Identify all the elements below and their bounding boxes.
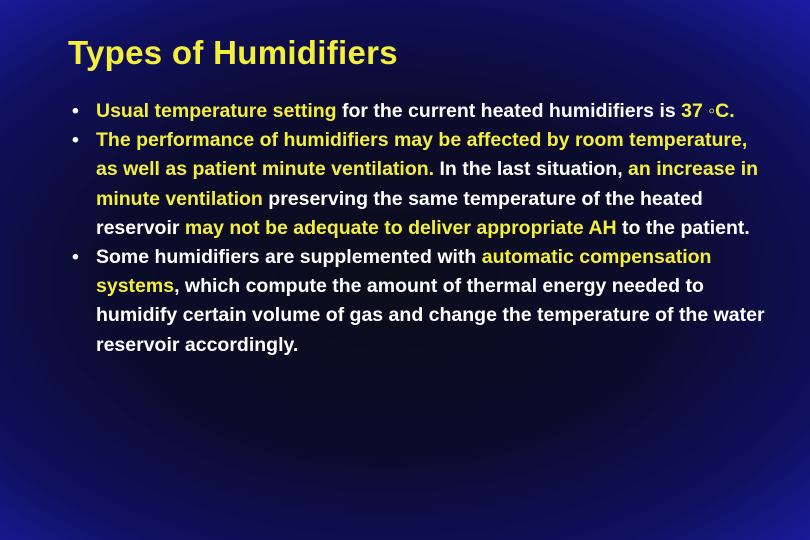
body-text: preserving the same temperature of the heated reservoir — [96, 187, 703, 239]
bullet-marker: • — [72, 100, 79, 122]
highlighted-text: The performance of humidifiers may be affected by room temperature, as well as patient minute ventilation. — [96, 129, 748, 181]
bullet-marker: • — [72, 246, 79, 269]
highlighted-text: Usual temperature setting — [96, 100, 337, 122]
highlighted-text: 37 ◦C. — [681, 100, 735, 122]
bullet-item-temperature-setting — [72, 97, 772, 126]
highlighted-text: automatic compensation systems — [96, 246, 712, 298]
bullet-item-compensation-systems — [72, 243, 772, 360]
bullet-list — [72, 97, 772, 360]
body-text: In the last situation, — [434, 158, 629, 181]
body-text: Some humidifiers are supplemented with — [96, 246, 482, 269]
bullet-marker: • — [72, 129, 79, 152]
body-text: for the current heated humidifiers is — [336, 100, 682, 122]
highlighted-text: may not be adequate to deliver appropriate AH — [184, 216, 617, 239]
body-text: , which compute the amount of thermal energy needed to humidify certain volume of gas and change the temperature of the water reservoir accordingly. — [96, 275, 765, 356]
slide-title: Types of Humidifiers — [68, 34, 398, 71]
bullet-item-performance — [72, 126, 772, 243]
body-text: to the patient. — [616, 216, 750, 239]
highlighted-text: an increase in minute ventilation — [96, 158, 759, 210]
